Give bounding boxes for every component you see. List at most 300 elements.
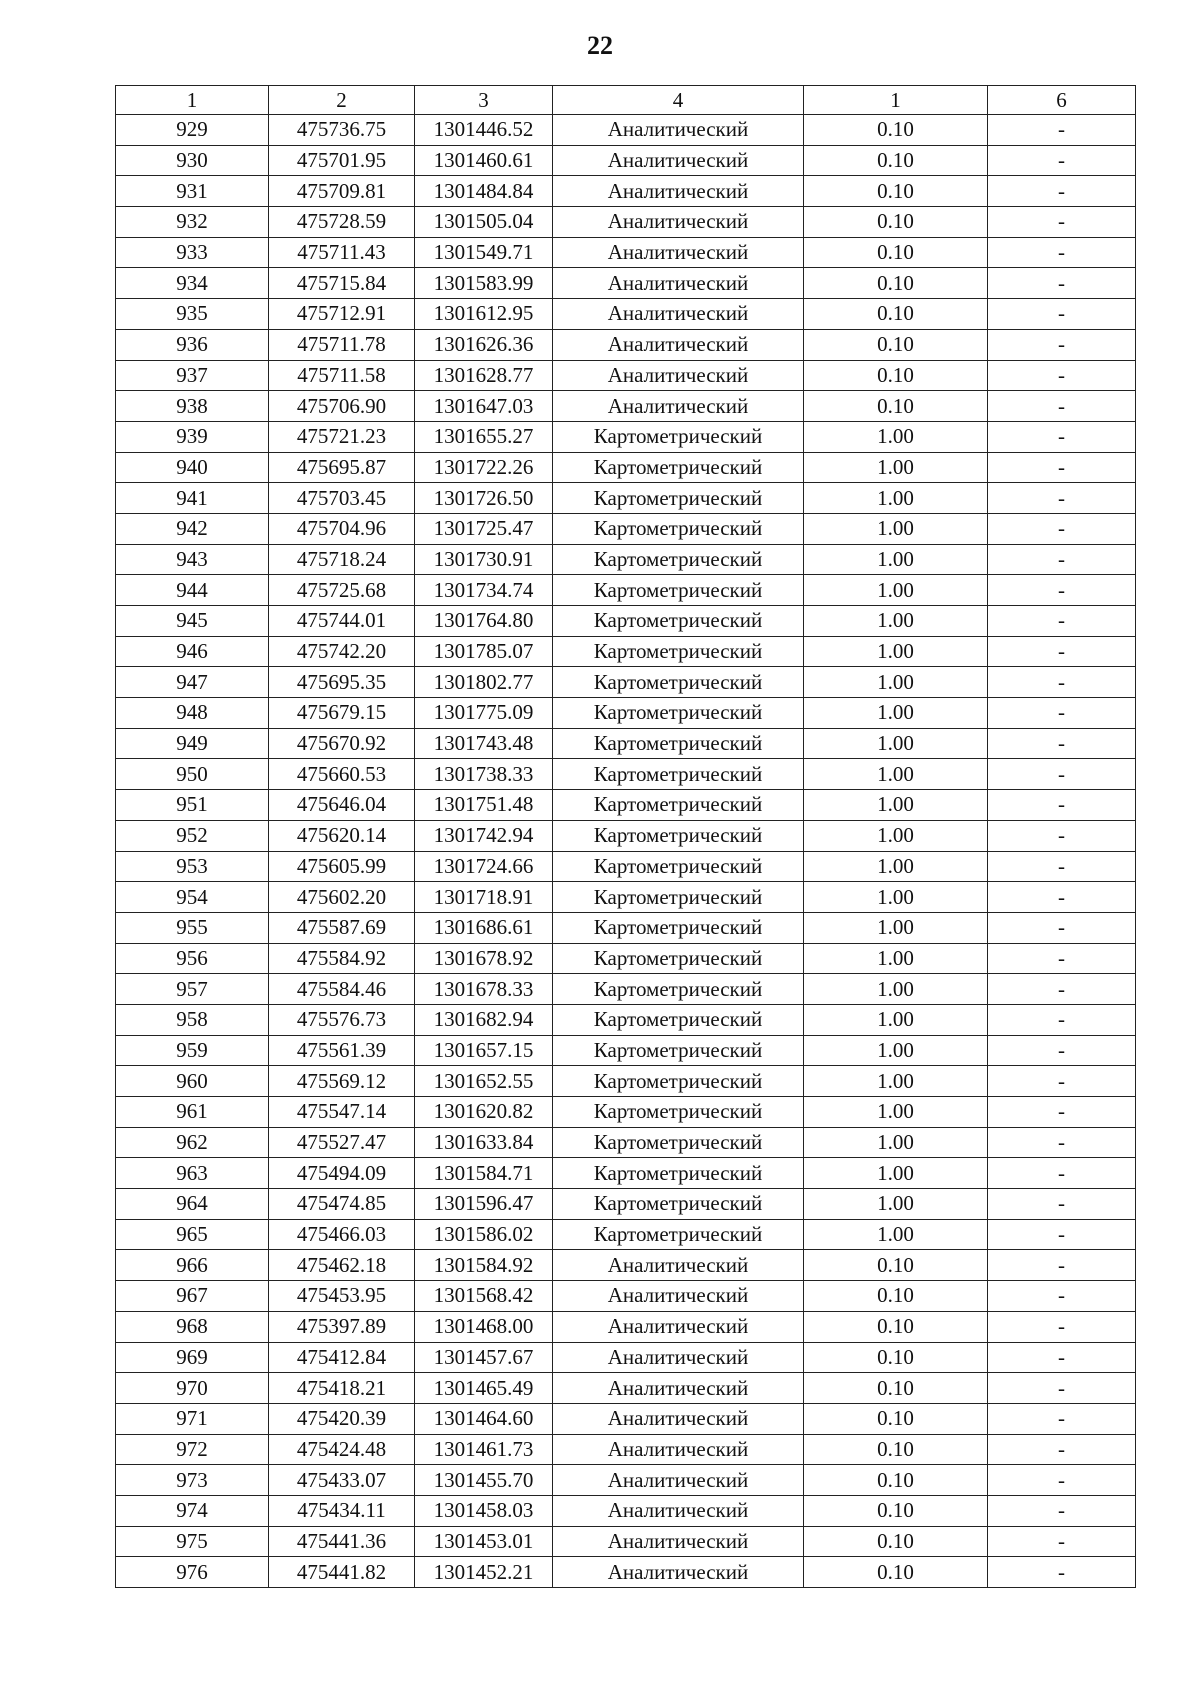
accuracy-cell: 1.00 [804,1035,988,1066]
x-coordinate-cell: 475695.87 [269,452,415,483]
note-cell: - [988,207,1136,238]
y-coordinate-cell: 1301726.50 [415,483,553,514]
point-number-cell: 976 [116,1557,269,1588]
accuracy-cell: 1.00 [804,636,988,667]
header-cell-6: 6 [988,86,1136,115]
accuracy-cell: 1.00 [804,820,988,851]
table-row [116,421,1136,452]
accuracy-cell: 1.00 [804,759,988,790]
table-row [116,391,1136,422]
y-coordinate-cell: 1301655.27 [415,421,553,452]
method-cell: Аналитический [553,1557,804,1588]
x-coordinate-cell: 475462.18 [269,1250,415,1281]
table-row [116,360,1136,391]
method-cell: Картометрический [553,421,804,452]
accuracy-cell: 1.00 [804,1127,988,1158]
table-row [116,1342,1136,1373]
x-coordinate-cell: 475434.11 [269,1495,415,1526]
y-coordinate-cell: 1301785.07 [415,636,553,667]
table-row [116,1189,1136,1220]
coordinates-table [115,85,1136,1588]
header-cell-3: 3 [415,86,553,115]
x-coordinate-cell: 475420.39 [269,1403,415,1434]
note-cell: - [988,329,1136,360]
table-row [116,943,1136,974]
table-row [116,728,1136,759]
y-coordinate-cell: 1301465.49 [415,1373,553,1404]
table-row [116,636,1136,667]
note-cell: - [988,483,1136,514]
point-number-cell: 956 [116,943,269,974]
y-coordinate-cell: 1301452.21 [415,1557,553,1588]
y-coordinate-cell: 1301484.84 [415,176,553,207]
x-coordinate-cell: 475561.39 [269,1035,415,1066]
table-row [116,1526,1136,1557]
x-coordinate-cell: 475620.14 [269,820,415,851]
y-coordinate-cell: 1301678.92 [415,943,553,974]
table-row [116,1158,1136,1189]
accuracy-cell: 0.10 [804,329,988,360]
table-row [116,667,1136,698]
note-cell: - [988,237,1136,268]
x-coordinate-cell: 475721.23 [269,421,415,452]
accuracy-cell: 0.10 [804,115,988,146]
method-cell: Картометрический [553,513,804,544]
table-row [116,1557,1136,1588]
accuracy-cell: 1.00 [804,1158,988,1189]
x-coordinate-cell: 475494.09 [269,1158,415,1189]
accuracy-cell: 0.10 [804,1373,988,1404]
accuracy-cell: 0.10 [804,360,988,391]
point-number-cell: 962 [116,1127,269,1158]
x-coordinate-cell: 475587.69 [269,912,415,943]
accuracy-cell: 1.00 [804,1097,988,1128]
point-number-cell: 938 [116,391,269,422]
note-cell: - [988,268,1136,299]
y-coordinate-cell: 1301802.77 [415,667,553,698]
y-coordinate-cell: 1301461.73 [415,1434,553,1465]
method-cell: Аналитический [553,1311,804,1342]
x-coordinate-cell: 475711.43 [269,237,415,268]
note-cell: - [988,728,1136,759]
x-coordinate-cell: 475670.92 [269,728,415,759]
y-coordinate-cell: 1301686.61 [415,912,553,943]
method-cell: Аналитический [553,1342,804,1373]
point-number-cell: 934 [116,268,269,299]
accuracy-cell: 0.10 [804,1557,988,1588]
method-cell: Аналитический [553,1403,804,1434]
y-coordinate-cell: 1301657.15 [415,1035,553,1066]
y-coordinate-cell: 1301460.61 [415,145,553,176]
y-coordinate-cell: 1301458.03 [415,1495,553,1526]
accuracy-cell: 0.10 [804,207,988,238]
table-row [116,820,1136,851]
point-number-cell: 955 [116,912,269,943]
header-cell-1: 1 [116,86,269,115]
method-cell: Аналитический [553,360,804,391]
note-cell: - [988,759,1136,790]
y-coordinate-cell: 1301464.60 [415,1403,553,1434]
note-cell: - [988,912,1136,943]
x-coordinate-cell: 475715.84 [269,268,415,299]
point-number-cell: 942 [116,513,269,544]
note-cell: - [988,145,1136,176]
method-cell: Картометрический [553,1219,804,1250]
method-cell: Аналитический [553,299,804,330]
accuracy-cell: 1.00 [804,575,988,606]
x-coordinate-cell: 475584.46 [269,974,415,1005]
method-cell: Аналитический [553,145,804,176]
y-coordinate-cell: 1301730.91 [415,544,553,575]
accuracy-cell: 0.10 [804,237,988,268]
accuracy-cell: 0.10 [804,176,988,207]
table-row [116,1066,1136,1097]
point-number-cell: 969 [116,1342,269,1373]
note-cell: - [988,575,1136,606]
table-row [116,1219,1136,1250]
point-number-cell: 947 [116,667,269,698]
point-number-cell: 973 [116,1465,269,1496]
note-cell: - [988,667,1136,698]
point-number-cell: 941 [116,483,269,514]
x-coordinate-cell: 475605.99 [269,851,415,882]
accuracy-cell: 1.00 [804,1219,988,1250]
accuracy-cell: 1.00 [804,974,988,1005]
note-cell: - [988,820,1136,851]
x-coordinate-cell: 475424.48 [269,1434,415,1465]
point-number-cell: 946 [116,636,269,667]
table-row [116,299,1136,330]
x-coordinate-cell: 475602.20 [269,882,415,913]
note-cell: - [988,299,1136,330]
table-row [116,1004,1136,1035]
y-coordinate-cell: 1301584.92 [415,1250,553,1281]
header-cell-4: 4 [553,86,804,115]
y-coordinate-cell: 1301722.26 [415,452,553,483]
method-cell: Аналитический [553,1526,804,1557]
table-row [116,698,1136,729]
accuracy-cell: 0.10 [804,1342,988,1373]
y-coordinate-cell: 1301455.70 [415,1465,553,1496]
note-cell: - [988,1250,1136,1281]
table-row [116,483,1136,514]
x-coordinate-cell: 475736.75 [269,115,415,146]
y-coordinate-cell: 1301612.95 [415,299,553,330]
x-coordinate-cell: 475646.04 [269,790,415,821]
y-coordinate-cell: 1301568.42 [415,1281,553,1312]
y-coordinate-cell: 1301468.00 [415,1311,553,1342]
note-cell: - [988,851,1136,882]
method-cell: Картометрический [553,820,804,851]
accuracy-cell: 1.00 [804,943,988,974]
method-cell: Аналитический [553,1495,804,1526]
y-coordinate-cell: 1301596.47 [415,1189,553,1220]
y-coordinate-cell: 1301775.09 [415,698,553,729]
table-row [116,1097,1136,1128]
accuracy-cell: 1.00 [804,544,988,575]
note-cell: - [988,698,1136,729]
method-cell: Картометрический [553,636,804,667]
point-number-cell: 929 [116,115,269,146]
method-cell: Картометрический [553,882,804,913]
point-number-cell: 943 [116,544,269,575]
point-number-cell: 968 [116,1311,269,1342]
table-row [116,974,1136,1005]
x-coordinate-cell: 475569.12 [269,1066,415,1097]
table-row [116,1311,1136,1342]
point-number-cell: 939 [116,421,269,452]
point-number-cell: 964 [116,1189,269,1220]
note-cell: - [988,452,1136,483]
point-number-cell: 953 [116,851,269,882]
table-row [116,544,1136,575]
point-number-cell: 971 [116,1403,269,1434]
note-cell: - [988,943,1136,974]
method-cell: Аналитический [553,207,804,238]
x-coordinate-cell: 475397.89 [269,1311,415,1342]
accuracy-cell: 0.10 [804,1403,988,1434]
method-cell: Аналитический [553,268,804,299]
table-row [116,1434,1136,1465]
x-coordinate-cell: 475418.21 [269,1373,415,1404]
header-row [116,86,1136,115]
accuracy-cell: 1.00 [804,606,988,637]
accuracy-cell: 1.00 [804,1066,988,1097]
x-coordinate-cell: 475701.95 [269,145,415,176]
method-cell: Аналитический [553,1250,804,1281]
accuracy-cell: 0.10 [804,1434,988,1465]
table-row [116,237,1136,268]
note-cell: - [988,544,1136,575]
method-cell: Картометрический [553,912,804,943]
x-coordinate-cell: 475712.91 [269,299,415,330]
point-number-cell: 961 [116,1097,269,1128]
y-coordinate-cell: 1301549.71 [415,237,553,268]
x-coordinate-cell: 475441.36 [269,1526,415,1557]
note-cell: - [988,636,1136,667]
x-coordinate-cell: 475711.58 [269,360,415,391]
table-row [116,1403,1136,1434]
table-row [116,176,1136,207]
table-row [116,452,1136,483]
table-row [116,115,1136,146]
note-cell: - [988,790,1136,821]
note-cell: - [988,1526,1136,1557]
x-coordinate-cell: 475711.78 [269,329,415,360]
method-cell: Картометрический [553,1127,804,1158]
point-number-cell: 958 [116,1004,269,1035]
y-coordinate-cell: 1301626.36 [415,329,553,360]
accuracy-cell: 1.00 [804,851,988,882]
point-number-cell: 974 [116,1495,269,1526]
note-cell: - [988,1373,1136,1404]
y-coordinate-cell: 1301751.48 [415,790,553,821]
y-coordinate-cell: 1301505.04 [415,207,553,238]
y-coordinate-cell: 1301647.03 [415,391,553,422]
note-cell: - [988,1465,1136,1496]
point-number-cell: 960 [116,1066,269,1097]
page-number: 22 [587,31,613,60]
note-cell: - [988,974,1136,1005]
note-cell: - [988,1557,1136,1588]
x-coordinate-cell: 475742.20 [269,636,415,667]
accuracy-cell: 1.00 [804,452,988,483]
method-cell: Аналитический [553,237,804,268]
accuracy-cell: 0.10 [804,1281,988,1312]
x-coordinate-cell: 475744.01 [269,606,415,637]
method-cell: Картометрический [553,728,804,759]
accuracy-cell: 0.10 [804,1526,988,1557]
point-number-cell: 952 [116,820,269,851]
accuracy-cell: 1.00 [804,513,988,544]
point-number-cell: 972 [116,1434,269,1465]
table-row [116,606,1136,637]
y-coordinate-cell: 1301628.77 [415,360,553,391]
point-number-cell: 959 [116,1035,269,1066]
point-number-cell: 954 [116,882,269,913]
accuracy-cell: 0.10 [804,268,988,299]
point-number-cell: 948 [116,698,269,729]
y-coordinate-cell: 1301633.84 [415,1127,553,1158]
accuracy-cell: 0.10 [804,1495,988,1526]
note-cell: - [988,882,1136,913]
method-cell: Аналитический [553,1465,804,1496]
method-cell: Аналитический [553,176,804,207]
note-cell: - [988,115,1136,146]
x-coordinate-cell: 475453.95 [269,1281,415,1312]
accuracy-cell: 1.00 [804,483,988,514]
note-cell: - [988,1495,1136,1526]
y-coordinate-cell: 1301457.67 [415,1342,553,1373]
table-row [116,575,1136,606]
table-row [116,1465,1136,1496]
accuracy-cell: 1.00 [804,421,988,452]
y-coordinate-cell: 1301586.02 [415,1219,553,1250]
point-number-cell: 949 [116,728,269,759]
note-cell: - [988,1219,1136,1250]
note-cell: - [988,1127,1136,1158]
note-cell: - [988,1035,1136,1066]
point-number-cell: 951 [116,790,269,821]
table-row [116,513,1136,544]
point-number-cell: 940 [116,452,269,483]
note-cell: - [988,360,1136,391]
accuracy-cell: 0.10 [804,391,988,422]
point-number-cell: 944 [116,575,269,606]
x-coordinate-cell: 475474.85 [269,1189,415,1220]
y-coordinate-cell: 1301620.82 [415,1097,553,1128]
x-coordinate-cell: 475466.03 [269,1219,415,1250]
note-cell: - [988,1403,1136,1434]
table-header [116,86,1136,115]
point-number-cell: 931 [116,176,269,207]
accuracy-cell: 0.10 [804,1311,988,1342]
point-number-cell: 950 [116,759,269,790]
method-cell: Картометрический [553,483,804,514]
accuracy-cell: 1.00 [804,790,988,821]
x-coordinate-cell: 475441.82 [269,1557,415,1588]
note-cell: - [988,513,1136,544]
method-cell: Картометрический [553,667,804,698]
x-coordinate-cell: 475728.59 [269,207,415,238]
x-coordinate-cell: 475679.15 [269,698,415,729]
accuracy-cell: 0.10 [804,1465,988,1496]
y-coordinate-cell: 1301652.55 [415,1066,553,1097]
method-cell: Картометрический [553,544,804,575]
point-number-cell: 932 [116,207,269,238]
header-cell-2: 2 [269,86,415,115]
x-coordinate-cell: 475576.73 [269,1004,415,1035]
method-cell: Картометрический [553,606,804,637]
y-coordinate-cell: 1301678.33 [415,974,553,1005]
y-coordinate-cell: 1301446.52 [415,115,553,146]
point-number-cell: 957 [116,974,269,1005]
note-cell: - [988,1004,1136,1035]
point-number-cell: 965 [116,1219,269,1250]
method-cell: Картометрический [553,974,804,1005]
table-row [116,1035,1136,1066]
point-number-cell: 933 [116,237,269,268]
table-row [116,912,1136,943]
method-cell: Картометрический [553,790,804,821]
method-cell: Аналитический [553,1373,804,1404]
method-cell: Картометрический [553,1189,804,1220]
table-row [116,790,1136,821]
x-coordinate-cell: 475584.92 [269,943,415,974]
method-cell: Картометрический [553,575,804,606]
method-cell: Картометрический [553,1158,804,1189]
y-coordinate-cell: 1301584.71 [415,1158,553,1189]
y-coordinate-cell: 1301718.91 [415,882,553,913]
point-number-cell: 970 [116,1373,269,1404]
accuracy-cell: 0.10 [804,145,988,176]
method-cell: Аналитический [553,1281,804,1312]
table-body [116,115,1136,1588]
x-coordinate-cell: 475695.35 [269,667,415,698]
table-row [116,1281,1136,1312]
point-number-cell: 930 [116,145,269,176]
accuracy-cell: 1.00 [804,728,988,759]
method-cell: Картометрический [553,452,804,483]
point-number-cell: 935 [116,299,269,330]
table-row [116,851,1136,882]
accuracy-cell: 1.00 [804,667,988,698]
y-coordinate-cell: 1301725.47 [415,513,553,544]
x-coordinate-cell: 475703.45 [269,483,415,514]
method-cell: Аналитический [553,391,804,422]
note-cell: - [988,1434,1136,1465]
method-cell: Картометрический [553,1035,804,1066]
point-number-cell: 937 [116,360,269,391]
y-coordinate-cell: 1301738.33 [415,759,553,790]
note-cell: - [988,1311,1136,1342]
table-row [116,759,1136,790]
note-cell: - [988,1281,1136,1312]
method-cell: Картометрический [553,851,804,882]
table-row [116,268,1136,299]
note-cell: - [988,606,1136,637]
x-coordinate-cell: 475725.68 [269,575,415,606]
accuracy-cell: 1.00 [804,698,988,729]
accuracy-cell: 1.00 [804,912,988,943]
table-row [116,145,1136,176]
x-coordinate-cell: 475412.84 [269,1342,415,1373]
accuracy-cell: 0.10 [804,299,988,330]
point-number-cell: 967 [116,1281,269,1312]
note-cell: - [988,1066,1136,1097]
table-row [116,882,1136,913]
note-cell: - [988,1158,1136,1189]
